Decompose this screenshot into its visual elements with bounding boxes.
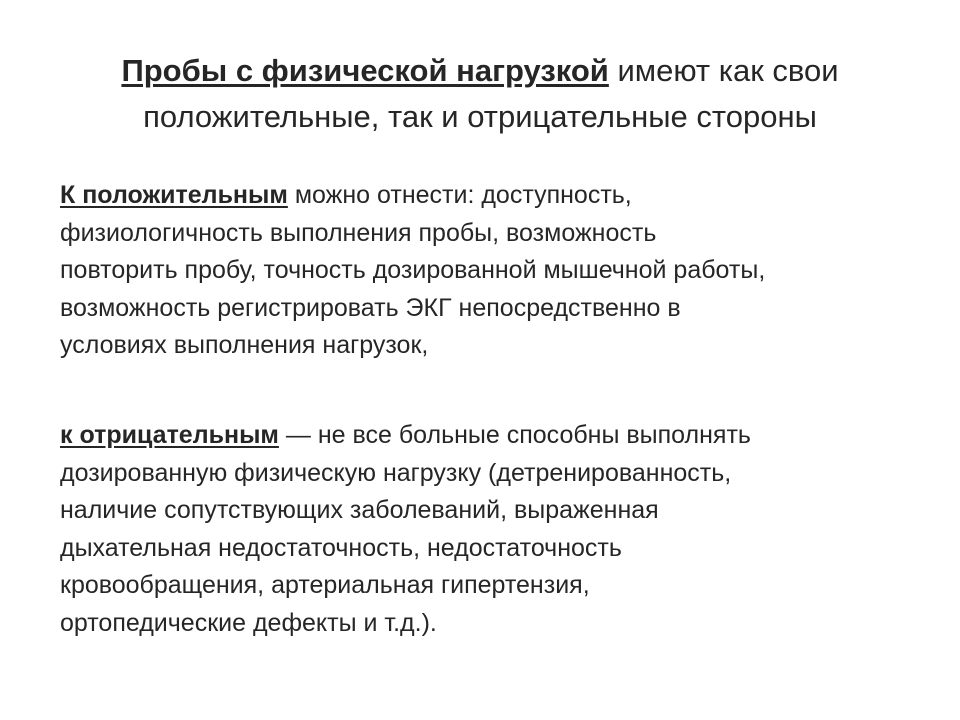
- negative-line-4: дыхательная недостаточность, недостаточность: [60, 533, 622, 562]
- title-line-2: положительные, так и отрицательные стороны: [143, 99, 817, 134]
- positive-line-4: возможность регистрировать ЭКГ непосредственно в: [60, 293, 681, 322]
- title-emphasis: Пробы с физической нагрузкой: [121, 53, 609, 88]
- negative-line-2: дозированную физическую нагрузку (детренированность,: [60, 458, 732, 487]
- positive-line-3: повторить пробу, точность дозированной мышечной работы,: [60, 256, 766, 284]
- negative-paragraph: [60, 417, 910, 642]
- positive-paragraph: [60, 177, 910, 365]
- negative-line-5: кровообращения, артериальная гипертензия,: [60, 571, 590, 599]
- negative-line-3: наличие сопутствующих заболеваний, выраженная: [60, 496, 659, 524]
- slide-title: [60, 48, 900, 140]
- positive-line-1: [60, 177, 910, 215]
- positive-line-1-rest: можно отнести: доступность,: [287, 181, 632, 209]
- title-line-1: [121, 53, 838, 88]
- negative-emphasis: к отрицательным: [60, 421, 279, 449]
- positive-emphasis: К положительным: [60, 181, 288, 209]
- negative-line-6: ортопедические дефекты и т.д.).: [60, 608, 437, 637]
- negative-line-1-rest: — не все больные способны выполнять: [278, 421, 751, 449]
- title-line-1-rest: имеют как свои: [608, 53, 839, 88]
- positive-line-5: условиях выполнения нагрузок,: [60, 331, 429, 359]
- negative-line-1: [60, 417, 910, 455]
- positive-line-2: физиологичность выполнения пробы, возможность: [60, 218, 657, 247]
